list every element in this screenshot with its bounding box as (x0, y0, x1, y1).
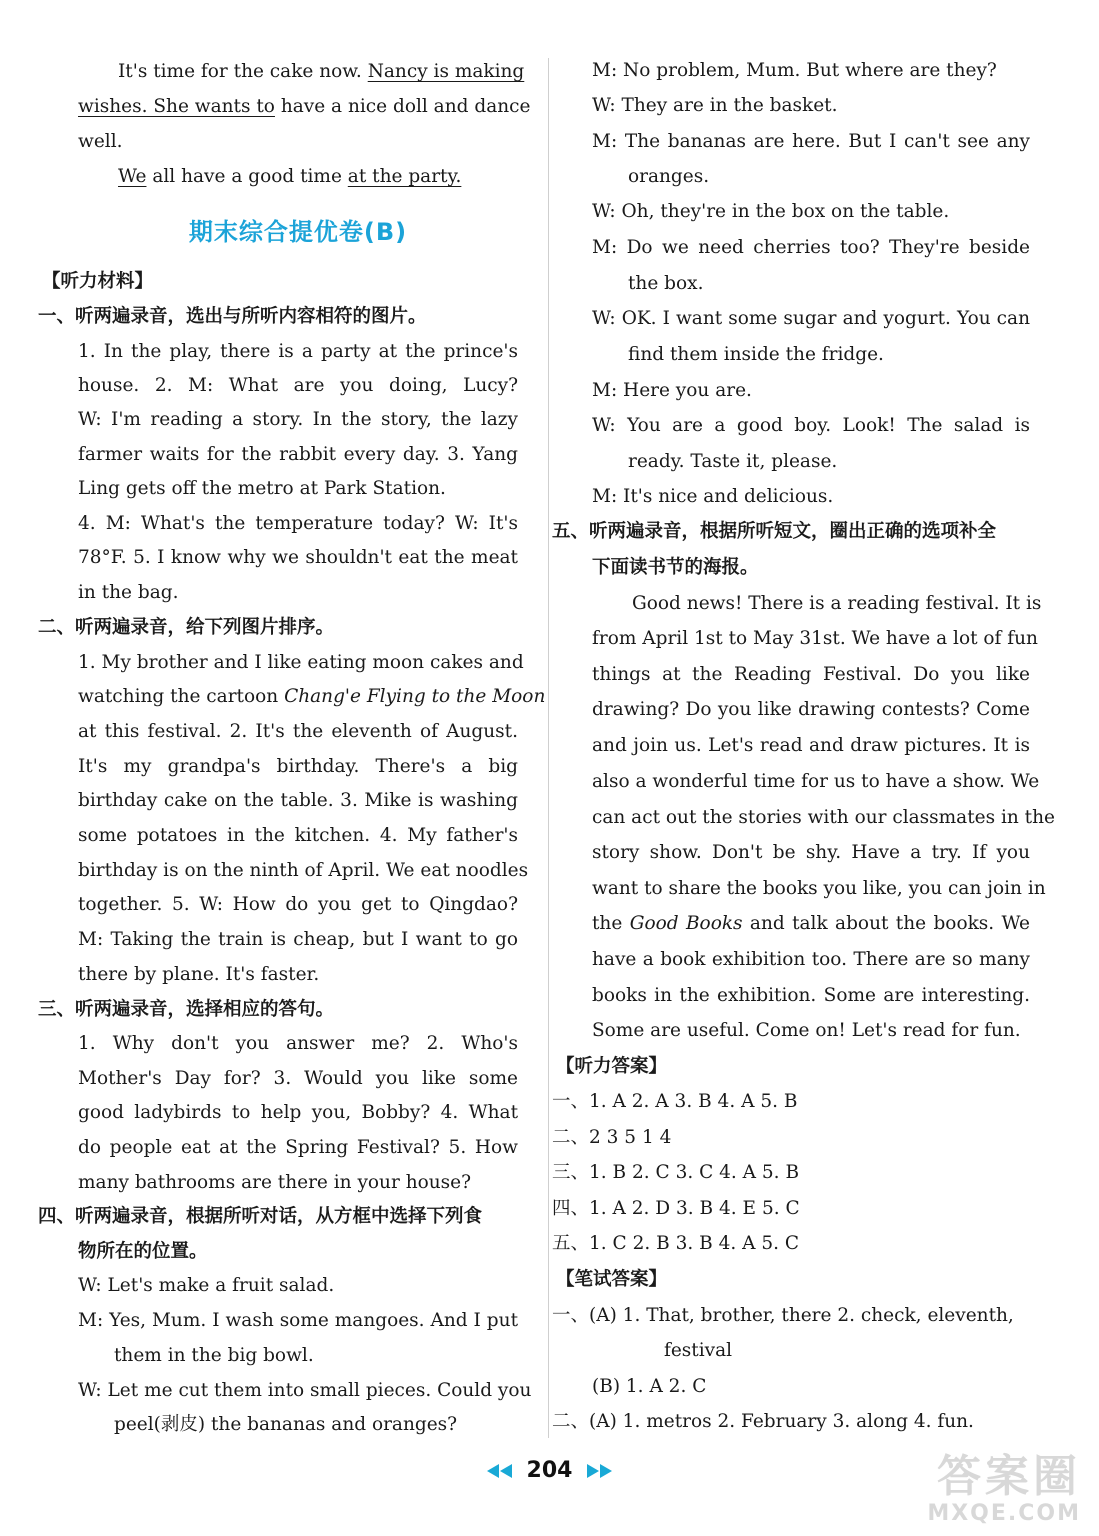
next-arrow-icon (600, 1464, 612, 1478)
text-line: 1. My brother and I like eating moon cakes and (78, 652, 524, 673)
text-line: from April 1st to May 31st. We have a lot of fun (592, 628, 1038, 649)
text-line: 1. Why don't you answer me? 2. Who's (78, 1033, 518, 1054)
text-line: M: It's nice and delicious. (592, 486, 834, 507)
text-line: the Good Books and talk about the books. We (592, 913, 1030, 934)
text-line: in the bag. (78, 582, 179, 603)
text-line: birthday cake on the table. 3. Mike is washing (78, 790, 518, 811)
text-line: can act out the stories with our classmates in the (592, 807, 1055, 828)
listening-answer-heading: 【听力答案】 (556, 1056, 668, 1077)
text-line: things at the Reading Festival. Do you like (592, 664, 1030, 685)
text-line: It's my grandpa's birthday. There's a big (78, 756, 518, 777)
next-arrow-icon (587, 1464, 599, 1478)
text-line: drawing? Do you like drawing contests? Come (592, 699, 1030, 720)
answer-line: 一、1. A 2. A 3. B 4. A 5. B (552, 1091, 798, 1112)
answer-line: (B) 1. A 2. C (592, 1376, 707, 1397)
text-line: M: The bananas are here. But I can't see any (592, 131, 1030, 152)
answer-line: 二、(A) 1. metros 2. February 3. along 4. fun. (552, 1411, 974, 1432)
text-line: some potatoes in the kitchen. 4. My father's (78, 825, 518, 846)
text-line: birthday is on the ninth of April. We eat noodles (78, 860, 529, 881)
text-line: and join us. Let's read and draw pictures. It is (592, 735, 1030, 756)
text-line: 78°F. 5. I know why we shouldn't eat the meat (78, 547, 518, 568)
text-line: W: Let's make a fruit salad. (78, 1275, 335, 1296)
text-line: ready. Taste it, please. (628, 451, 838, 472)
text-line: have a book exhibition too. There are so many (592, 949, 1030, 970)
written-answer-heading: 【笔试答案】 (556, 1269, 668, 1290)
section-1-heading: 一、听两遍录音，选出与所听内容相符的图片。 (38, 306, 427, 327)
text-line: watching the cartoon Chang'e Flying to the Moon (78, 686, 546, 707)
text-line: find them inside the fridge. (628, 344, 884, 365)
section-5-heading-cont: 下面读书节的海报。 (592, 557, 759, 578)
answer-line: 一、(A) 1. That, brother, there 2. check, eleventh, (552, 1305, 1014, 1326)
answer-line: 三、1. B 2. C 3. C 4. A 5. B (552, 1162, 800, 1183)
text-line: W: I'm reading a story. In the story, the lazy (78, 409, 518, 430)
text-line: oranges. (628, 166, 710, 187)
text-line: farmer waits for the rabbit every day. 3. Yang (78, 444, 518, 465)
text-line: Some are useful. Come on! Let's read for fun. (592, 1020, 1021, 1041)
text-line: M: Yes, Mum. I wash some mangoes. And I put (78, 1310, 518, 1331)
text-line: W: They are in the basket. (592, 95, 838, 116)
text-line: peel(剥皮) the bananas and oranges? (114, 1414, 458, 1435)
text-line: together. 5. W: How do you get to Qingdao? (78, 894, 518, 915)
watermark-logo: 答案圈 MXQE.COM (927, 1451, 1081, 1526)
text-line: W: You are a good boy. Look! The salad is (592, 415, 1030, 436)
answer-line: 二、2 3 5 1 4 (552, 1127, 672, 1148)
text-line: W: Oh, they're in the box on the table. (592, 201, 950, 222)
page-number: 204 (526, 1458, 573, 1483)
text-line: M: Do we need cherries too? They're beside (592, 237, 1030, 258)
text-line: Good news! There is a reading festival. It is (632, 593, 1042, 614)
text-line: It's time for the cake now. Nancy is making (118, 61, 525, 82)
listening-material-heading: 【听力材料】 (42, 271, 154, 292)
text-line: want to share the books you like, you can join in (592, 878, 1046, 899)
text-line: books in the exhibition. Some are interesting. (592, 985, 1030, 1006)
answer-line: 四、1. A 2. D 3. B 4. E 5. C (552, 1198, 800, 1219)
text-line: also a wonderful time for us to have a show. We (592, 771, 1040, 792)
text-line: there by plane. It's faster. (78, 964, 320, 985)
section-4-heading-cont: 物所在的位置。 (78, 1241, 208, 1262)
text-line: house. 2. M: What are you doing, Lucy? (78, 375, 518, 396)
answer-line: festival (664, 1340, 733, 1361)
text-line: We all have a good time at the party. (118, 166, 462, 187)
text-line: Mother's Day for? 3. Would you like some (78, 1068, 518, 1089)
text-line: Ling gets off the metro at Park Station. (78, 478, 446, 499)
text-line: M: Here you are. (592, 380, 752, 401)
column-divider (548, 58, 549, 1438)
prev-arrow-icon (500, 1464, 512, 1478)
section-5-heading: 五、听两遍录音，根据所听短文，圈出正确的选项补全 (552, 521, 997, 542)
text-line: them in the big bowl. (114, 1345, 314, 1366)
text-line: W: Let me cut them into small pieces. Could you (78, 1380, 532, 1401)
text-line: 4. M: What's the temperature today? W: It's (78, 513, 518, 534)
section-2-heading: 二、听两遍录音，给下列图片排序。 (38, 617, 335, 638)
text-line: do people eat at the Spring Festival? 5. How (78, 1137, 518, 1158)
text-line: 1. In the play, there is a party at the prince's (78, 341, 518, 362)
text-line: many bathrooms are there in your house? (78, 1172, 472, 1193)
section-title: 期末综合提优卷(B) (188, 218, 408, 246)
answer-line: 五、1. C 2. B 3. B 4. A 5. C (552, 1233, 800, 1254)
section-4-heading: 四、听两遍录音，根据所听对话，从方框中选择下列食 (38, 1206, 483, 1227)
text-line: wishes. She wants to have a nice doll and dance (78, 96, 531, 117)
prev-arrow-icon (487, 1464, 499, 1478)
text-line: M: No problem, Mum. But where are they? (592, 60, 997, 81)
section-3-heading: 三、听两遍录音，选择相应的答句。 (38, 999, 335, 1020)
text-line: at this festival. 2. It's the eleventh of August. (78, 721, 518, 742)
text-line: the box. (628, 273, 704, 294)
text-line: W: OK. I want some sugar and yogurt. You can (592, 308, 1030, 329)
text-line: good ladybirds to help you, Bobby? 4. What (78, 1102, 518, 1123)
text-line: well. (78, 131, 123, 152)
text-line: M: Taking the train is cheap, but I want to go (78, 929, 518, 950)
text-line: story show. Don't be shy. Have a try. If you (592, 842, 1030, 863)
